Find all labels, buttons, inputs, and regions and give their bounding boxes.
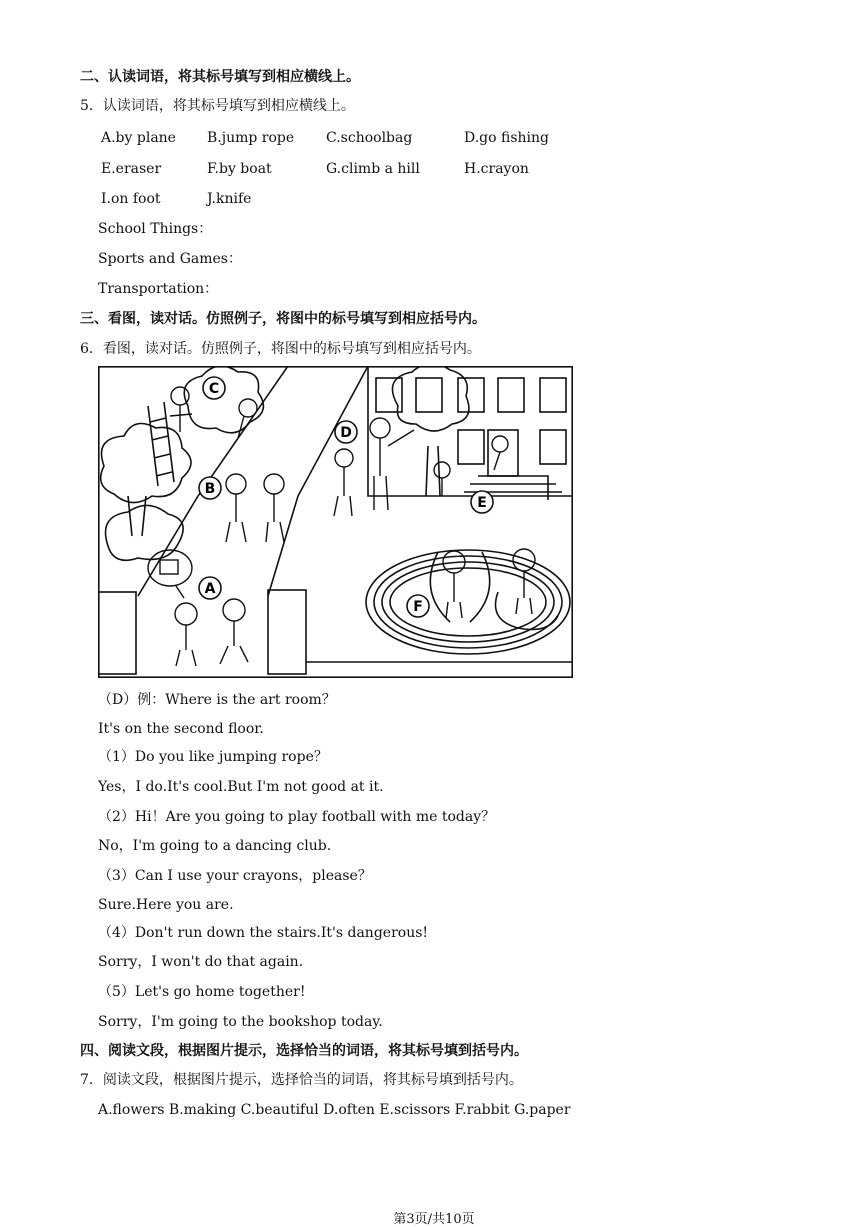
section-2-heading: 二、认读词语，将其标号填写到相应横线上。 bbox=[80, 69, 360, 85]
scene-label-b: B bbox=[204, 481, 216, 497]
scene-label-c: C bbox=[208, 381, 220, 397]
dialogue-1-question: （1）Do you like jumping rope？ bbox=[98, 749, 328, 765]
option-i: I.on foot bbox=[101, 191, 161, 207]
page-number: 第3页/共10页 bbox=[393, 1212, 475, 1227]
option-b: B.jump rope bbox=[207, 130, 295, 146]
dialogue-example-question: （D）例：Where is the art room？ bbox=[98, 692, 336, 708]
scene-label-d: D bbox=[340, 425, 352, 441]
section-4-heading: 四、阅读文段，根据图片提示，选择恰当的词语，将其标号填到括号内。 bbox=[80, 1043, 528, 1059]
dialogue-3-question: （3）Can I use your crayons，please？ bbox=[98, 868, 372, 884]
option-j: J.knife bbox=[207, 191, 252, 207]
dialogue-4-answer: Sorry，I won't do that again. bbox=[98, 954, 304, 970]
dialogue-3-answer: Sure.Here you are. bbox=[98, 897, 234, 913]
dialogue-example-answer: It's on the second floor. bbox=[98, 721, 264, 737]
option-d: D.go fishing bbox=[464, 130, 550, 146]
dialogue-2-answer: No，I'm going to a dancing club. bbox=[98, 838, 332, 854]
option-g: G.climb a hill bbox=[326, 161, 420, 177]
question-5-prompt: 5．认读词语，将其标号填写到相应横线上。 bbox=[80, 98, 355, 114]
section-3-heading: 三、看图，读对话。仿照例子，将图中的标号填写到相应括号内。 bbox=[80, 311, 486, 327]
dialogue-5-question: （5）Let's go home together! bbox=[98, 984, 306, 1000]
category-school-things: School Things： bbox=[98, 221, 213, 237]
category-transportation: Transportation： bbox=[98, 281, 219, 297]
question-7-options: A.flowers B.making C.beautiful D.often E.scissors F.rabbit G.paper bbox=[98, 1102, 571, 1118]
dialogue-5-answer: Sorry，I'm going to the bookshop today. bbox=[98, 1014, 383, 1030]
scene-label-a: A bbox=[204, 581, 216, 597]
dialogue-1-answer: Yes，I do.It's cool.But I'm not good at it. bbox=[98, 779, 384, 795]
scene-label-e: E bbox=[477, 495, 487, 511]
option-e: E.eraser bbox=[101, 161, 162, 177]
question-6-prompt: 6．看图，读对话。仿照例子，将图中的标号填写到相应括号内。 bbox=[80, 341, 481, 357]
category-sports-games: Sports and Games： bbox=[98, 251, 242, 267]
option-a: A.by plane bbox=[101, 130, 176, 146]
dialogue-4-question: （4）Don't run down the stairs.It's dangerous! bbox=[98, 925, 429, 941]
school-scene-illustration bbox=[98, 366, 573, 678]
option-f: F.by boat bbox=[207, 161, 272, 177]
dialogue-2-question: （2）Hi！Are you going to play football with me today？ bbox=[98, 809, 496, 825]
option-c: C.schoolbag bbox=[326, 130, 413, 146]
option-h: H.crayon bbox=[464, 161, 529, 177]
scene-label-f: F bbox=[413, 599, 423, 615]
question-7-prompt: 7．阅读文段，根据图片提示，选择恰当的词语，将其标号填到括号内。 bbox=[80, 1072, 523, 1088]
